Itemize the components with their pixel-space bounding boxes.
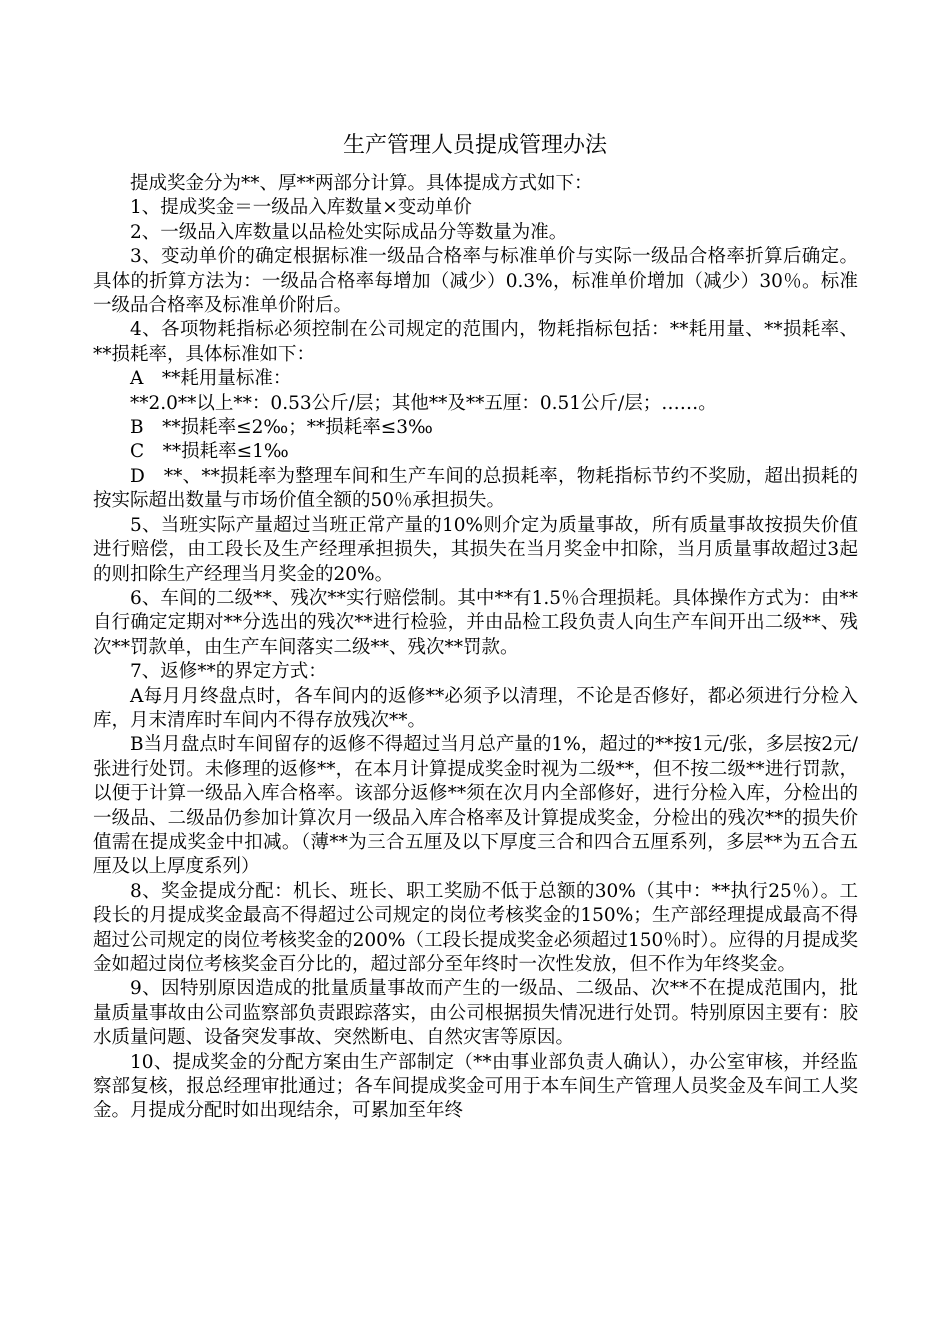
paragraph-item-4a-detail: **2.0**以上**：0.53公斤/层；其他**及**五厘：0.51公斤/层；……。 [130,392,717,414]
paragraph-item-3: 3、变动单价的确定根据标准一级品合格率与标准单价与实际一级品合格率折算后确定。具体的折算方法为：一级品合格率每增加（减少）0.3%，标准单价增加（减少）30％。标准一级品合格率及标准单价附后。 [93,246,858,317]
paragraph-item-7a: A每月月终盘点时，各车间内的返修**必须予以清理，不论是否修好，都必须进行分检入库，月末清库时车间内不得存放残次**。 [93,685,858,731]
paragraph-item-7b: B当月盘点时车间留存的返修不得超过当月总产量的1%，超过的**按1元/张，多层按2元/张进行处罚。未修理的返修**，在本月计算提成奖金时视为二级**，但不按二级**进行罚款，以便于计算一级品入库合格率。该部分返修**须在次月内全部修好，进行分检入库，分检出的一级品、二级品仍参加计算次月一级品入库合格率及计算提成奖金，分检出的残次**的损失价值需在提成奖金中扣减。（薄**为三合五厘及以下厚度三合和四合五厘系列，多层**为五合五厘及以上厚度系列） [93,734,858,878]
paragraph-item-5: 5、当班实际产量超过当班正常产量的10%则介定为质量事故，所有质量事故按损失价值进行赔偿，由工段长及生产经理承担损失，其损失在当月奖金中扣除，当月质量事故超过3起的则扣除生产经理当月奖金的20%。 [93,514,858,585]
paragraph-item-4d: D **、**损耗率为整理车间和生产车间的总损耗率，物耗指标节约不奖励，超出损耗的按实际超出数量与市场价值全额的50％承担损失。 [93,465,858,512]
paragraph-item-9: 9、因特别原因造成的批量质量事故而产生的一级品、二级品、次**不在提成范围内，批量质量事故由公司监察部负责跟踪落实，由公司根据损失情况进行处罚。特别原因主要有：胶水质量问题、设备突发事故、突然断电、自然灾害等原因。 [93,978,858,1049]
paragraph-item-4: 4、各项物耗指标必须控制在公司规定的范围内，物耗指标包括：**耗用量、**损耗率、**损耗率，具体标准如下： [93,319,858,365]
paragraph-item-4a: A **耗用量标准： [130,368,292,390]
document-body [93,172,858,1124]
paragraph-item-8: 8、奖金提成分配：机长、班长、职工奖励不低于总额的30%（其中：**执行25％）。工段长的月提成奖金最高不得超过公司规定的岗位考核奖金的150%；生产部经理提成最高不得超过公司规定的岗位考核奖金的200%（工段长提成奖金必须超过150％时）。应得的月提成奖金如超过岗位考核奖金百分比的，超过部分至年终时一次性发放，但不作为年终奖金。 [93,880,858,975]
paragraph-item-7: 7、返修**的界定方式： [130,661,327,683]
paragraph-item-4c: C **损耗率≤1‰ [130,441,289,463]
intro-paragraph: 提成奖金分为**、厚**两部分计算。具体提成方式如下： [130,173,593,194]
document-title: 生产管理人员提成管理办法 [342,133,607,158]
paragraph-item-1: 1、提成奖金＝一级品入库数量×变动单价 [130,197,472,219]
paragraph-item-2: 2、一级品入库数量以品检处实际成品分等数量为准。 [130,221,568,243]
paragraph-item-4b: B **损耗率≤2‰；**损耗率≤3‰ [130,417,433,439]
paragraph-item-10: 10、提成奖金的分配方案由生产部制定（**由事业部负责人确认），办公室审核，并经监察部复核，报总经理审批通过；各车间提成奖金可用于本车间生产管理人员奖金及车间工人奖金。月提成分配时如出现结余，可累加至年终 [93,1051,858,1122]
paragraph-item-6: 6、车间的二级**、残次**实行赔偿制。其中**有1.5％合理损耗。具体操作方式为：由**自行确定定期对**分选出的残次**进行检验，并由品检工段负责人向生产车间开出二级**、残次**罚款单，由生产车间落实二级**、残次**罚款。 [93,587,858,658]
